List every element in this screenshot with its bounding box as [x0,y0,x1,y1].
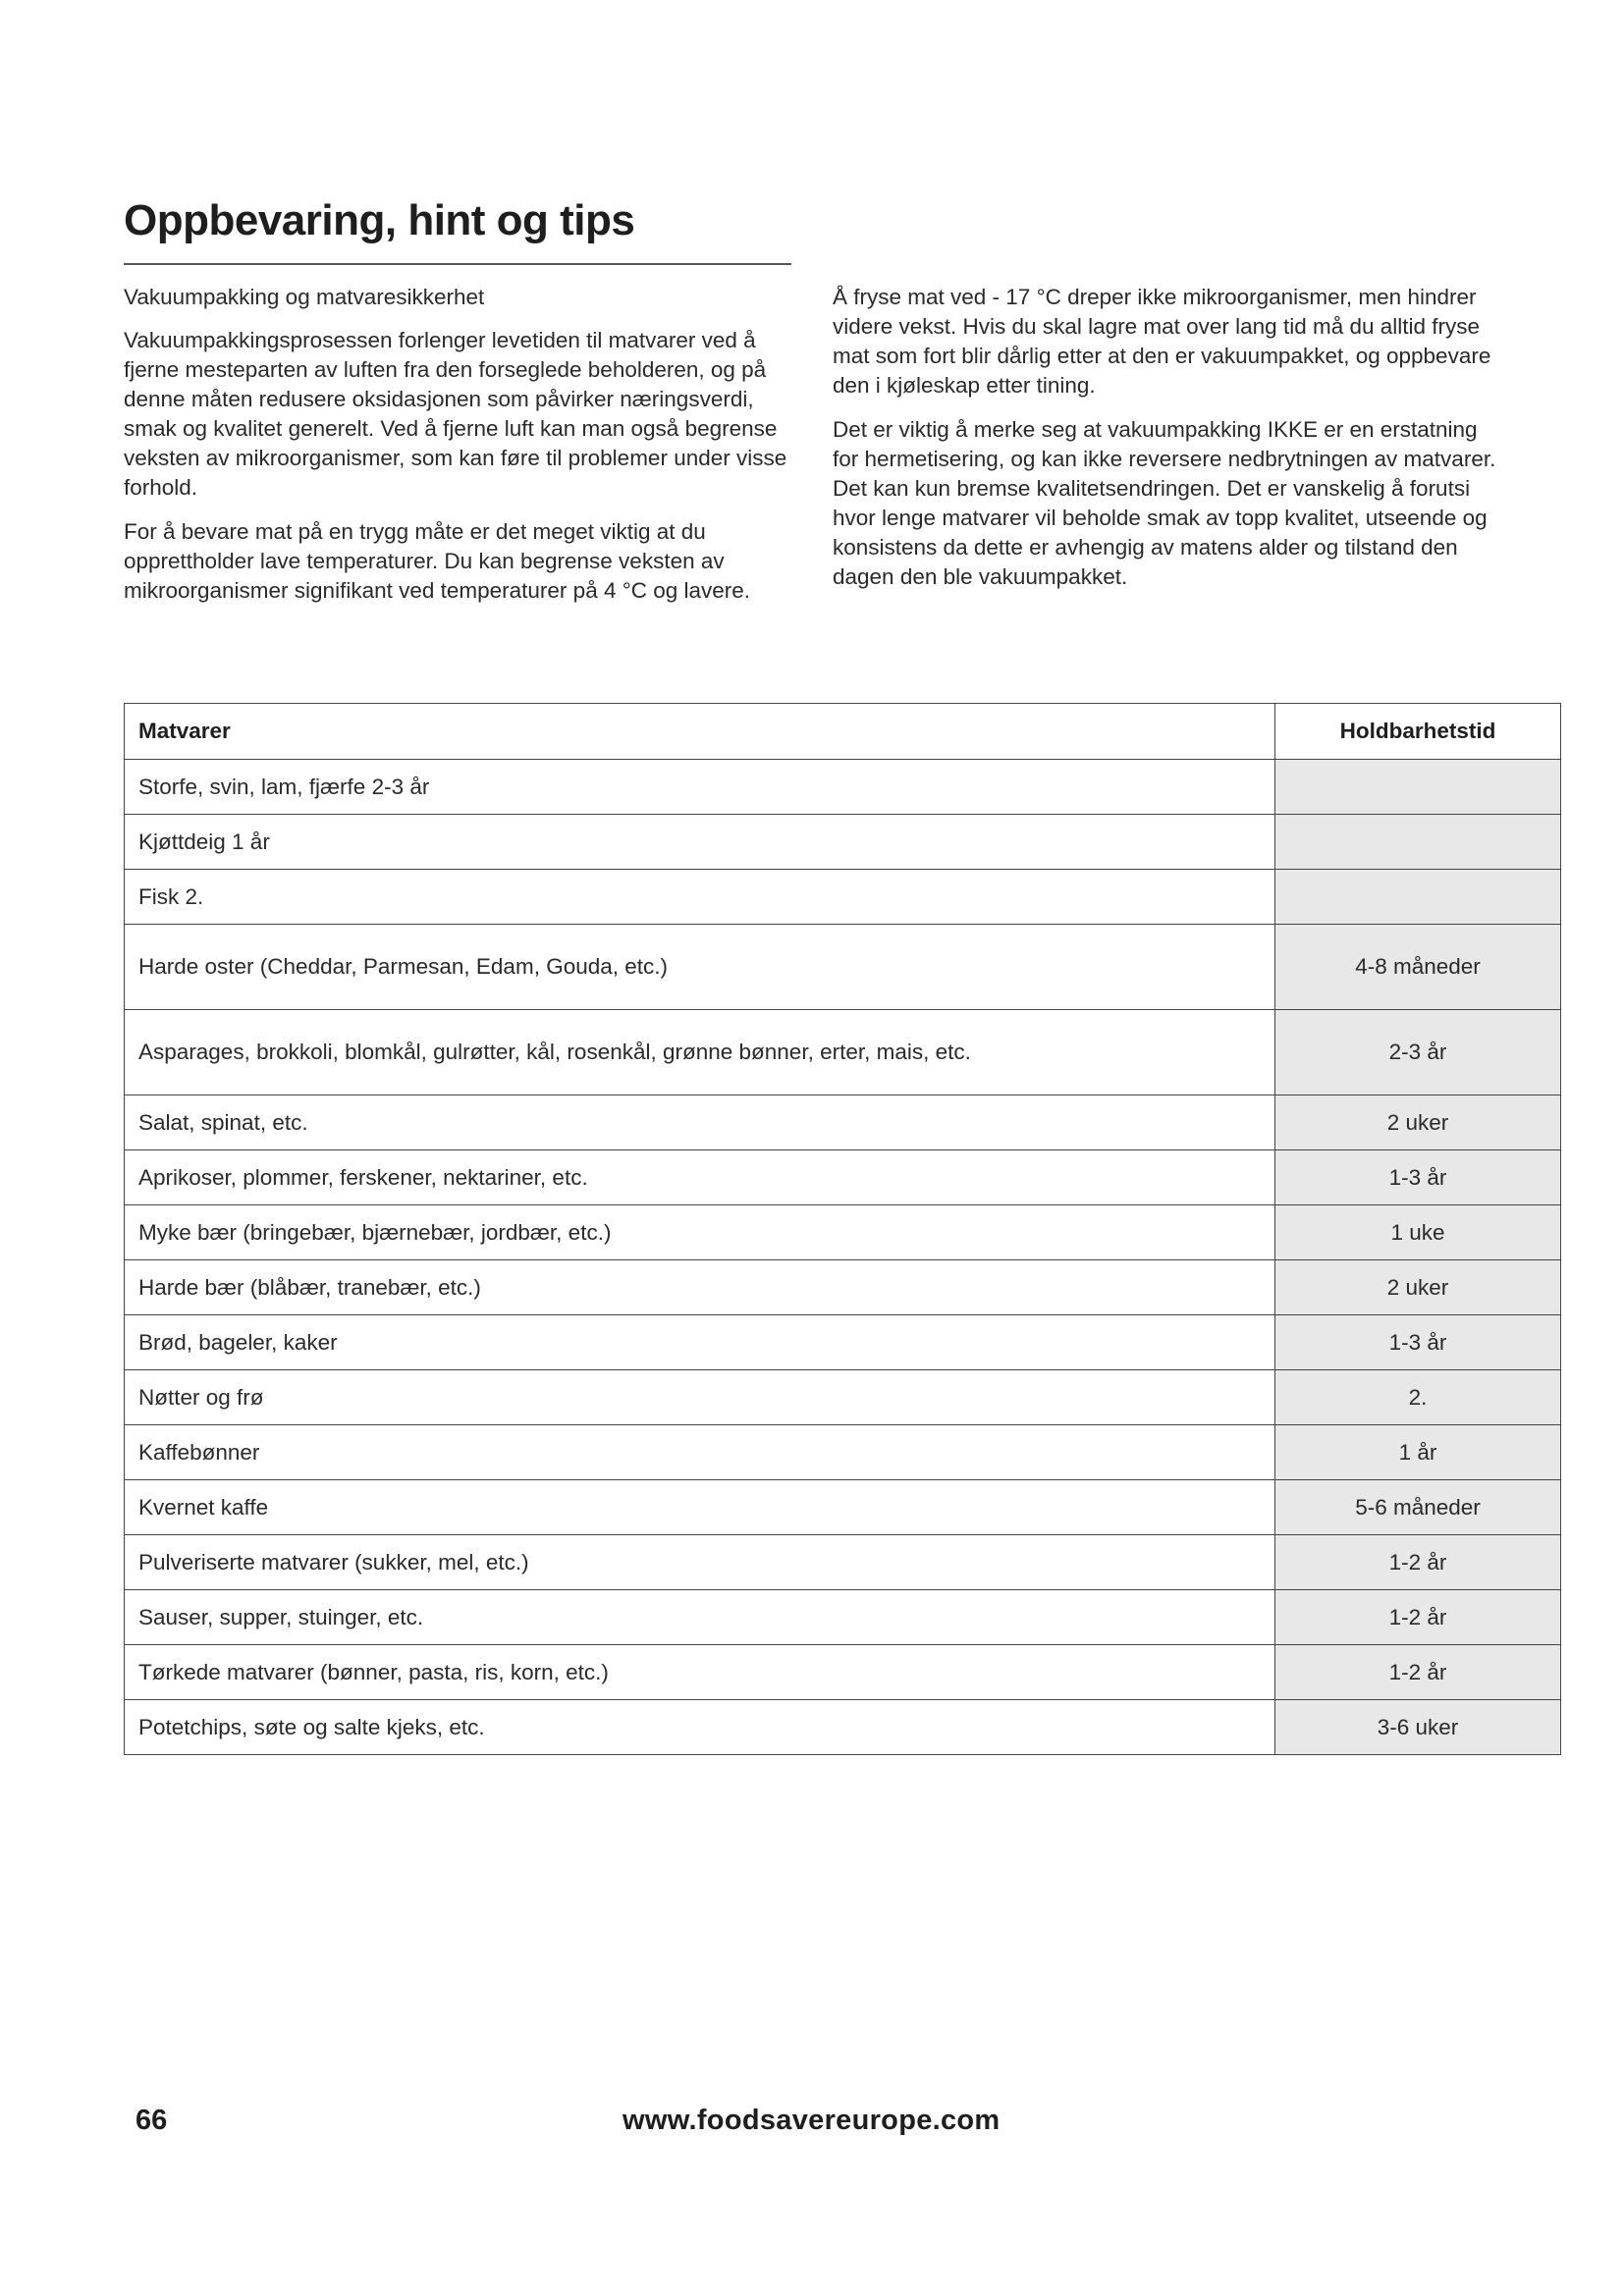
table-row [125,1205,1561,1260]
shelf-life-cell [1275,760,1561,815]
table-row [125,870,1561,925]
food-cell: Sauser, supper, stuinger, etc. [125,1590,1275,1645]
shelf-life-cell [1275,870,1561,925]
food-cell: Storfe, svin, lam, fjærfe 2-3 år [125,760,1275,815]
table-row [125,1700,1561,1755]
food-cell: Salat, spinat, etc. [125,1095,1275,1150]
table-row [125,1645,1561,1700]
shelf-life-cell: 2-3 år [1275,1010,1561,1095]
section-subheading: Vakuumpakking og matvaresikkerhet [124,285,485,309]
food-cell: Potetchips, søte og salte kjeks, etc. [125,1700,1275,1755]
shelf-life-cell: 1-3 år [1275,1315,1561,1370]
food-cell: Harde oster (Cheddar, Parmesan, Edam, Gouda, etc.) [125,925,1275,1010]
food-cell: Asparages, brokkoli, blomkål, gulrøtter, kål, rosenkål, grønne bønner, erter, mais, etc. [125,1010,1275,1095]
food-cell: Tørkede matvarer (bønner, pasta, ris, korn, etc.) [125,1645,1275,1700]
table-row [125,925,1561,1010]
intro-right-column [833,283,1500,607]
shelf-life-cell: 4-8 måneder [1275,925,1561,1010]
shelf-life-cell: 1 år [1275,1425,1561,1480]
shelf-life-cell: 1-2 år [1275,1535,1561,1590]
food-cell: Pulveriserte matvarer (sukker, mel, etc.) [125,1535,1275,1590]
shelf-life-cell: 5-6 måneder [1275,1480,1561,1535]
table-row [125,815,1561,870]
shelf-life-cell [1275,815,1561,870]
table-row [125,1535,1561,1590]
food-cell: Brød, bageler, kaker [125,1315,1275,1370]
food-cell: Kaffebønner [125,1425,1275,1480]
title-divider [124,263,791,265]
table-header-row [125,704,1561,760]
table-row [125,1095,1561,1150]
food-cell: Kjøttdeig 1 år [125,815,1275,870]
intro-left-column [124,283,791,620]
table-row [125,760,1561,815]
table-row [125,1480,1561,1535]
intro-paragraph-vacuum: Vakuumpakkingsprosessen forlenger levetiden til matvarer ved å fjerne mesteparten av luften fra den forseglede beholderen, og på denne måten redusere oksidasjonen som påvirker næringsverdi, smak og kvalitet generelt. Ved å fjerne luft kan man også begrense veksten av mikroorganismer, som kan føre til problemer under visse forhold. [124,328,787,500]
shelf-life-cell: 2 uker [1275,1095,1561,1150]
header-shelf-life: Holdbarhetstid [1275,704,1561,760]
page-number: 66 [135,2105,168,2136]
table-row [125,1425,1561,1480]
storage-time-table [124,703,1561,1755]
shelf-life-cell: 1 uke [1275,1205,1561,1260]
table-row [125,1150,1561,1205]
page-title: Oppbevaring, hint og tips [124,196,635,244]
table-row [125,1590,1561,1645]
shelf-life-cell: 2. [1275,1370,1561,1425]
food-cell: Fisk 2. [125,870,1275,925]
shelf-life-cell: 1-2 år [1275,1590,1561,1645]
intro-paragraph-freezing: Å fryse mat ved - 17 °C dreper ikke mikroorganismer, men hindrer videre vekst. Hvis du skal lagre mat over lang tid må du alltid fryse mat som fort blir dårlig etter at den er vakuumpakket, og oppbevare den i kjøleskap etter tining. [833,285,1491,398]
website-url: www.foodsavereurope.com [623,2105,1001,2136]
food-cell: Myke bær (bringebær, bjærnebær, jordbær, etc.) [125,1205,1275,1260]
table-row [125,1260,1561,1315]
shelf-life-cell: 1-3 år [1275,1150,1561,1205]
table-row [125,1315,1561,1370]
shelf-life-cell: 2 uker [1275,1260,1561,1315]
food-cell: Kvernet kaffe [125,1480,1275,1535]
intro-paragraph-warning: Det er viktig å merke seg at vakuumpakking IKKE er en erstatning for hermetisering, og kan ikke reversere nedbrytningen av matvarer. Det kan kun bremse kvalitetsendringen. Det er vanskelig å forutsi hvor lenge matvarer vil beholde smak av topp kvalitet, utseende og konsistens da dette er avhengig av matens alder og tilstand den dagen den ble vakuumpakket. [833,417,1496,589]
shelf-life-cell: 3-6 uker [1275,1700,1561,1755]
shelf-life-cell: 1-2 år [1275,1645,1561,1700]
table-row [125,1010,1561,1095]
food-cell: Harde bær (blåbær, tranebær, etc.) [125,1260,1275,1315]
intro-paragraph-temperature: For å bevare mat på en trygg måte er det meget viktig at du opprettholder lave temperaturer. Du kan begrense veksten av mikroorganismer signifikant ved temperaturer på 4 °C og lavere. [124,519,751,603]
food-cell: Nøtter og frø [125,1370,1275,1425]
header-food: Matvarer [125,704,1275,760]
table-row [125,1370,1561,1425]
food-cell: Aprikoser, plommer, ferskener, nektariner, etc. [125,1150,1275,1205]
